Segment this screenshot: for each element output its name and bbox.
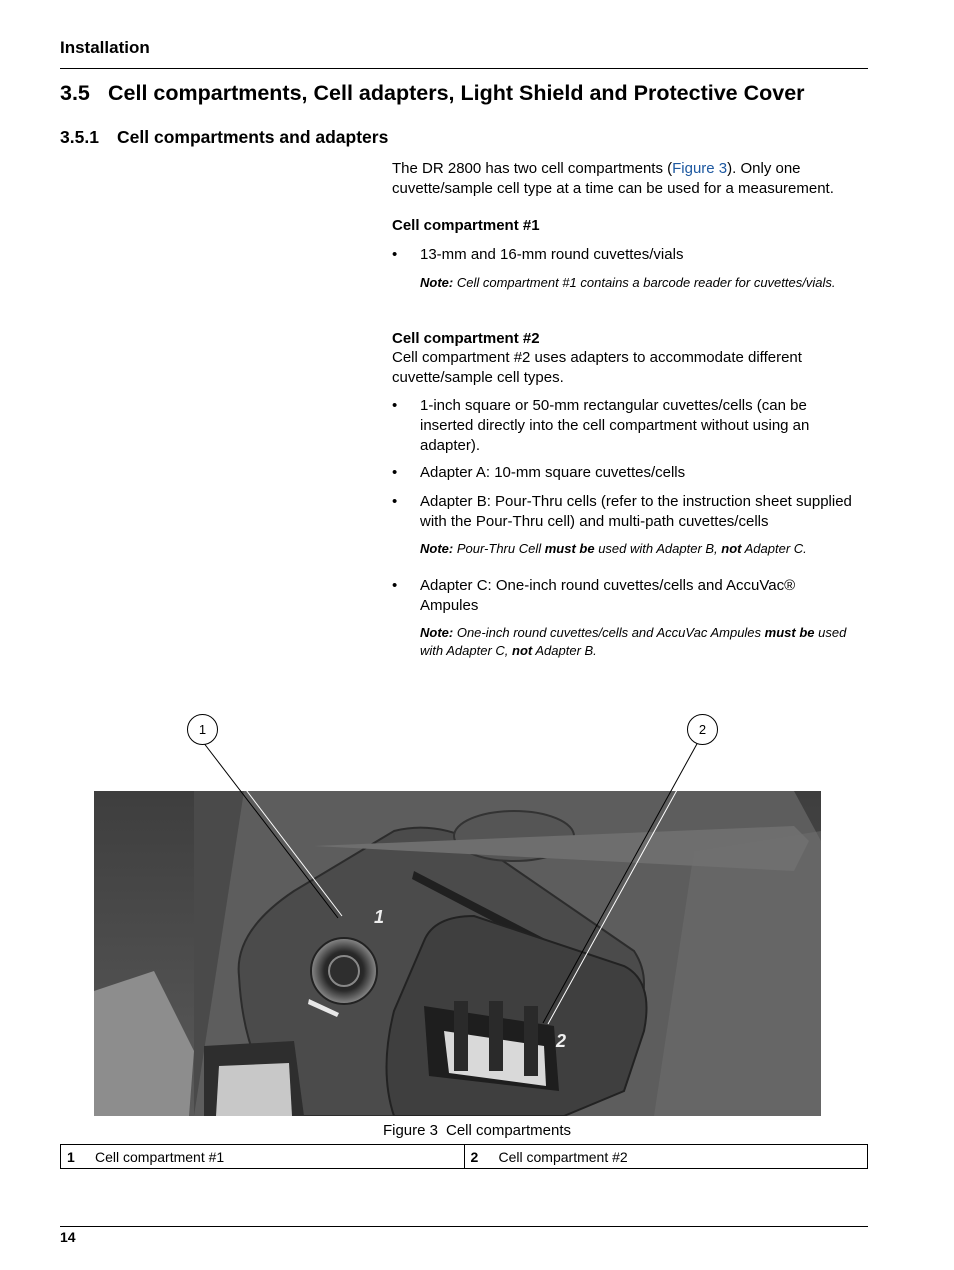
bullet-icon: •: [392, 397, 398, 414]
note-text: One-inch round cuvettes/cells and AccuVac Ampules: [453, 625, 765, 640]
legend-cell: [61, 1145, 464, 1168]
subsection-number: 3.5.1: [60, 127, 99, 147]
note-text: used with Adapter C,: [420, 625, 847, 658]
figure-caption: [0, 1122, 954, 1139]
note-label: Note:: [420, 625, 454, 640]
note-text: Adapter B.: [532, 642, 597, 658]
note-emphasis: must be: [764, 625, 815, 640]
legend-number: 2: [470, 1148, 479, 1165]
legend-label: Cell compartment #1: [95, 1148, 225, 1165]
legend-label: Cell compartment #2: [498, 1148, 628, 1165]
note-emphasis: not: [721, 541, 742, 556]
bullet-icon: •: [392, 493, 398, 510]
section-number: 3.5: [60, 81, 90, 105]
footer-rule: [60, 1226, 868, 1227]
section-title: Cell compartments, Cell adapters, Light Shield and Protective Cover: [108, 81, 805, 105]
intro-text-end: ). Only one cuvette/sample cell type at a time can be used for a measurement.: [392, 160, 834, 197]
note-text: Cell compartment #1 contains a barcode reader for cuvettes/vials.: [453, 275, 836, 290]
bullet-text: Adapter B: Pour-Thru cells (refer to the instruction sheet supplied with the Pour-Thru cell) and multi-path cuvettes/cells: [420, 493, 852, 530]
cell1-heading: Cell compartment #1: [392, 217, 540, 234]
note-label: Note:: [420, 275, 454, 290]
molded-label-1: 1: [374, 907, 385, 927]
note-emphasis: not: [512, 642, 533, 658]
subsection-title: Cell compartments and adapters: [117, 127, 389, 147]
figure-label: Figure 3: [382, 1122, 438, 1139]
bullet-text: 1-inch square or 50-mm rectangular cuvettes/cells (can be inserted directly into the cell compartment without using an adapter).: [420, 397, 810, 454]
figure-title: Cell compartments: [445, 1122, 572, 1139]
note-label: Note:: [420, 541, 454, 556]
cell2-heading: Cell compartment #2: [392, 330, 540, 347]
callout-2: 2: [687, 714, 718, 745]
note-text: Pour-Thru Cell: [453, 541, 545, 556]
page-number: 14: [60, 1229, 76, 1245]
legend-cell: [464, 1145, 868, 1168]
bullet-text: 13-mm and 16-mm round cuvettes/vials: [420, 246, 684, 263]
note-text: used with Adapter B,: [594, 541, 722, 556]
bullet-icon: •: [392, 246, 398, 263]
figure-3-link[interactable]: Figure 3: [672, 160, 728, 177]
bullet-icon: •: [392, 464, 398, 481]
bullet-icon: •: [392, 577, 398, 594]
legend-number: 1: [67, 1148, 75, 1165]
note-emphasis: must be: [544, 541, 595, 556]
running-header: Installation: [60, 38, 150, 57]
cell2-description: Cell compartment #2 uses adapters to accommodate different cuvette/sample cell types.: [392, 349, 802, 386]
intro-text-start: The DR 2800 has two cell compartments (: [392, 160, 673, 177]
figure-legend-table: [60, 1144, 868, 1169]
bullet-text: Adapter A: 10-mm square cuvettes/cells: [420, 464, 686, 481]
note-text: Adapter C.: [741, 541, 807, 556]
callout-1: 1: [187, 714, 218, 745]
bullet-text: Adapter C: One-inch round cuvettes/cells and AccuVac® Ampules: [420, 577, 796, 614]
molded-label-2: 2: [556, 1031, 567, 1051]
